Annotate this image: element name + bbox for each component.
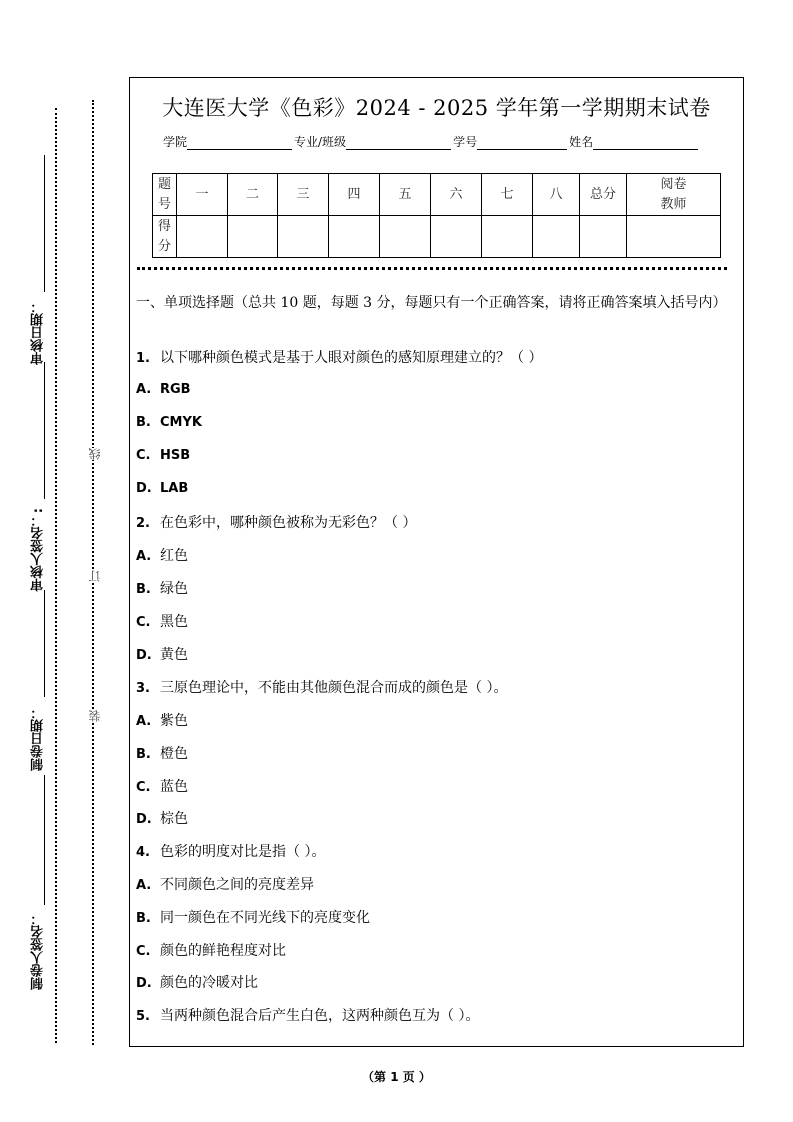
q3-option-a[interactable]: A. 紫色 [136, 713, 188, 729]
question-text: 色彩的明度对比是指（ ）。 [160, 844, 326, 860]
paper-date-label: 制卷日期： [31, 706, 46, 771]
q2-option-a[interactable]: A. 红色 [136, 548, 188, 564]
question-text: 在色彩中，哪种颜色被称为无彩色？（ ） [160, 515, 417, 531]
reviewer-signature-label: 审核人签名：: [31, 508, 46, 592]
outer-dotted-line [55, 108, 57, 1043]
binding-mark-bind: 装 [88, 710, 102, 722]
review-date-line-lower [44, 362, 45, 499]
q2-option-b[interactable]: B. 绿色 [136, 581, 188, 597]
q4-option-c[interactable]: C. 颜色的鲜艳程度对比 [136, 943, 286, 959]
score-table-header-row [153, 174, 721, 216]
score-cell[interactable] [380, 216, 431, 258]
question-2 [136, 512, 416, 532]
q3-option-d[interactable]: D. 棕色 [136, 811, 188, 827]
binding-mark-line: 线 [88, 448, 102, 460]
section-divider [137, 267, 727, 270]
question-number: 4. [136, 845, 150, 860]
question-text: 当两种颜色混合后产生白色，这两种颜色互为（ ）。 [160, 1008, 480, 1024]
q1-option-c[interactable]: C. HSB [136, 448, 191, 463]
paper-maker-signature-label: 制卷人签名： [31, 912, 46, 990]
score-cell[interactable] [329, 216, 380, 258]
column-header: 二 [228, 174, 278, 216]
college-label: 学院 [163, 135, 188, 149]
q4-option-d[interactable]: D. 颜色的冷暖对比 [136, 975, 258, 991]
name-label: 姓名 [569, 135, 594, 149]
column-header: 总分 [580, 174, 627, 216]
major-class-label: 专业/班级 [294, 135, 347, 149]
question-number: 5. [136, 1009, 150, 1024]
score-cell[interactable] [482, 216, 533, 258]
page-number: （第 1 页 ） [362, 1070, 431, 1084]
score-table-score-row [153, 216, 721, 258]
score-cell[interactable] [228, 216, 278, 258]
score-cell[interactable] [431, 216, 482, 258]
column-header: 八 [533, 174, 580, 216]
section-heading: 一、单项选择题（总共 10 题，每题 3 分，每题只有一个正确答案，请将正确答案填入括号内） [136, 295, 727, 311]
question-number: 2. [136, 516, 150, 531]
paper-date-line [44, 775, 45, 905]
q2-option-d[interactable]: D. 黄色 [136, 647, 188, 663]
score-cell[interactable] [533, 216, 580, 258]
score-cell[interactable] [177, 216, 228, 258]
q1-option-a[interactable]: A. RGB [136, 382, 191, 397]
student-id-input[interactable] [477, 137, 567, 150]
question-number-header: 题号 [153, 174, 177, 216]
q1-option-b[interactable]: B. CMYK [136, 415, 202, 430]
question-5 [136, 1005, 479, 1025]
student-info-row [163, 133, 700, 150]
q4-option-a[interactable]: A. 不同颜色之间的亮度差异 [136, 877, 314, 893]
q3-option-b[interactable]: B. 橙色 [136, 746, 188, 762]
name-input[interactable] [593, 137, 698, 150]
column-header: 一 [177, 174, 228, 216]
column-header: 七 [482, 174, 533, 216]
column-header: 五 [380, 174, 431, 216]
question-4 [136, 841, 325, 861]
question-text: 以下哪种颜色模式是基于人眼对颜色的感知原理建立的？（ ） [160, 350, 543, 366]
column-header: 六 [431, 174, 482, 216]
review-date-line [44, 155, 45, 292]
review-date-label: 审核日期： [31, 300, 46, 365]
column-header: 阅卷教师 [627, 174, 721, 216]
q2-option-c[interactable]: C. 黑色 [136, 614, 188, 630]
question-text: 三原色理论中，不能由其他颜色混合而成的颜色是（ ）。 [160, 680, 508, 696]
column-header: 三 [278, 174, 329, 216]
q1-option-d[interactable]: D. LAB [136, 481, 189, 496]
major-class-input[interactable] [346, 137, 451, 150]
exam-title: 大连医大学《色彩》2024 - 2025 学年第一学期期末试卷 [162, 96, 711, 120]
score-row-header: 得分 [153, 216, 177, 258]
q3-option-c[interactable]: C. 蓝色 [136, 779, 188, 795]
question-1 [136, 347, 542, 367]
student-id-label: 学号 [453, 135, 478, 149]
binding-mark-order: 订 [88, 570, 102, 582]
question-number: 1. [136, 351, 150, 366]
score-cell[interactable] [278, 216, 329, 258]
college-input[interactable] [187, 137, 292, 150]
reviewer-signature-line [44, 590, 45, 697]
question-number: 3. [136, 681, 150, 696]
score-table [152, 173, 721, 258]
exam-frame [129, 77, 744, 1047]
question-3 [136, 677, 507, 697]
q4-option-b[interactable]: B. 同一颜色在不同光线下的亮度变化 [136, 910, 370, 926]
score-cell[interactable] [627, 216, 721, 258]
column-header: 四 [329, 174, 380, 216]
score-cell[interactable] [580, 216, 627, 258]
